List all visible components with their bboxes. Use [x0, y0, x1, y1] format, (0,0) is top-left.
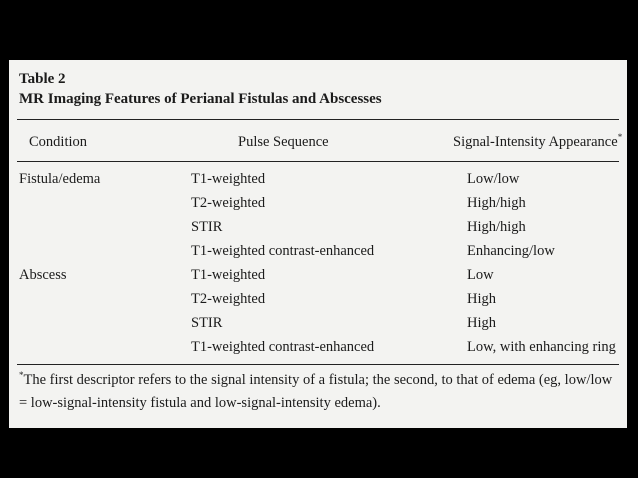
- header-footnote-mark: *: [617, 132, 623, 143]
- cell-signal-appearance: High/high: [467, 219, 526, 235]
- table-card: [9, 60, 627, 428]
- cell-pulse-sequence: T1-weighted contrast-enhanced: [191, 243, 375, 259]
- cell-signal-appearance: Low/low: [467, 171, 520, 187]
- table-title: MR Imaging Features of Perianal Fistulas and Abscesses: [19, 91, 382, 107]
- header-signal-intensity: [453, 133, 622, 151]
- footnote-text: The first descriptor refers to the signal intensity of a fistula; the second, to that of edema (eg, low/low = low-signal-intensity fistula and low-signal-intensity edema).: [19, 372, 613, 411]
- cell-pulse-sequence: T1-weighted: [191, 171, 266, 187]
- table-footnote: [19, 369, 617, 415]
- cell-pulse-sequence: T1-weighted contrast-enhanced: [191, 339, 375, 355]
- cell-condition: Fistula/edema: [19, 171, 101, 187]
- header-condition: Condition: [29, 134, 88, 150]
- cell-signal-appearance: High/high: [467, 195, 526, 211]
- cell-signal-appearance: High: [467, 315, 496, 331]
- cell-pulse-sequence: T2-weighted: [191, 195, 266, 211]
- header-pulse-sequence: Pulse Sequence: [238, 134, 329, 150]
- bottom-rule: [17, 364, 619, 365]
- cell-pulse-sequence: T1-weighted: [191, 267, 266, 283]
- cell-pulse-sequence: T2-weighted: [191, 291, 266, 307]
- footnote-mark: *: [19, 370, 24, 381]
- top-rule: [17, 119, 619, 120]
- header-rule: [17, 161, 619, 162]
- cell-signal-appearance: Enhancing/low: [467, 243, 555, 259]
- cell-signal-appearance: High: [467, 291, 496, 307]
- cell-signal-appearance: Low: [467, 267, 494, 283]
- cell-pulse-sequence: STIR: [191, 315, 223, 331]
- cell-pulse-sequence: STIR: [191, 219, 223, 235]
- header-signal-intensity-text: Signal-Intensity Appearance: [453, 134, 618, 150]
- cell-signal-appearance: Low, with enhancing ring: [467, 339, 616, 355]
- cell-condition: Abscess: [19, 267, 67, 283]
- table-label: Table 2: [19, 71, 66, 87]
